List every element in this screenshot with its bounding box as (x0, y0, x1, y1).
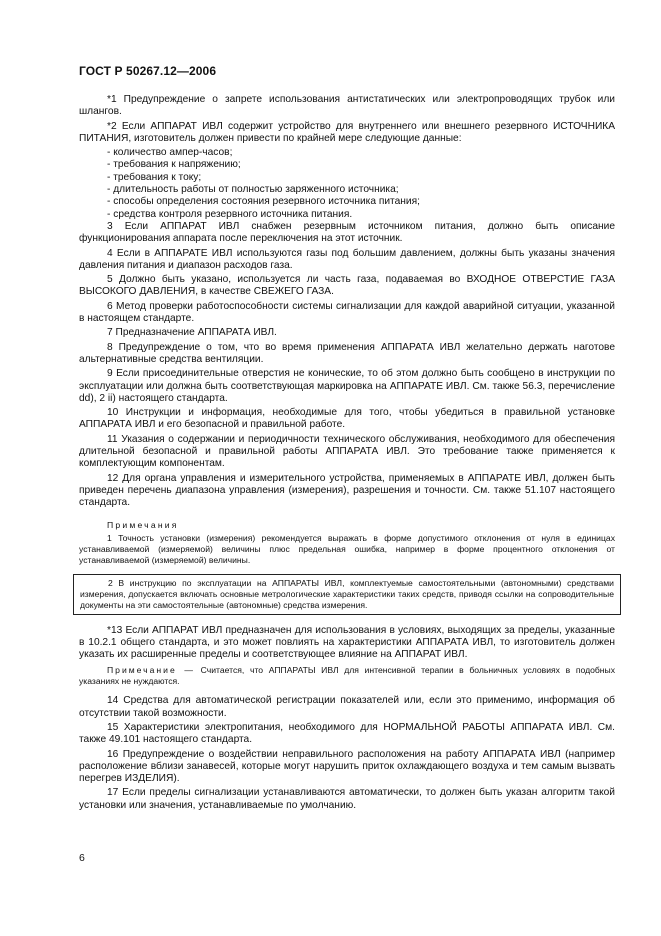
document-body (79, 94, 615, 814)
document-header: ГОСТ Р 50267.12—2006 (79, 64, 217, 78)
paragraph-13: *13 Если АППАРАТ ИВЛ предназначен для использования в условиях, выходящих за пределы, указанные в 10.2.1 общего стандарта, и это может повлиять на характеристики АППАРАТА ИВЛ, то изготовитель должен указать их расширенные пределы и соответствующее влияние на АППАРАТ ИВЛ. (79, 624, 615, 661)
paragraph-16: 16 Предупреждение о воздействии неправильного расположения на работу АППАРАТА ИВЛ (например расположение вблизи занавесей, которые могут нарушить приток охлаждающего воздуха и тем самым вызвать перегрев ИЗДЕЛИЯ). (79, 748, 615, 785)
note-1: 1 Точность установки (измерения) рекомендуется выражать в форме допустимого отклонения от нуля в единицах устанавливаемой (измеряемой) величины плюс предельная ошибка, например в форме процентного отклонения от устанавливаемой (измеряемой) величины. (79, 532, 615, 565)
note-2: 2 В инструкцию по эксплуатации на АППАРАТЫ ИВЛ, комплектуемые самостоятельными (автономными) средствами измерения, допускается включать основные метрологические характеристики таких средств, приводя ссылки на сопроводительные документы на эти самостоятельные (автономные) средства измерения. (80, 577, 614, 610)
paragraph-5: 5 Должно быть указано, используется ли часть газа, подаваемая во ВХОДНОЕ ОТВЕРСТИЕ ГАЗА ВЫСОКОГО ДАВЛЕНИЯ, в качестве СВЕЖЕГО ГАЗА. (79, 274, 615, 298)
paragraph-1: *1 Предупреждение о запрете использования антистатических или электропроводящих трубок или шлангов. (79, 94, 615, 118)
paragraph-3: 3 Если АППАРАТ ИВЛ снабжен резервным источником питания, должно быть описание функционирования аппарата после переключения на этот источник. (79, 220, 615, 245)
paragraph-2: *2 Если АППАРАТ ИВЛ содержит устройство для внутреннего или внешнего резервного ИСТОЧНИКА ПИТАНИЯ, изготовитель должен привести по крайней мере следующие данные: (79, 120, 615, 144)
paragraph-8: 8 Предупреждение о том, что во время применения АППАРАТА ИВЛ желательно держать наготове альтернативные средства вентиляции. (79, 341, 615, 365)
paragraph-14: 14 Средства для автоматической регистрации показателей или, если это применимо, информация об отсутствии такой возможности. (79, 695, 615, 719)
notes-heading: Примечания (107, 519, 179, 530)
list-item: - способы определения состояния резервного источника питания; (107, 196, 420, 208)
paragraph-17: 17 Если пределы сигнализации устанавливаются автоматически, то должен быть указан алгоритм такой установки или значения, устанавливаемые по умолчанию. (79, 787, 615, 811)
list-item: - требования к напряжению; (107, 159, 241, 171)
paragraph-11: 11 Указания о содержании и периодичности технического обслуживания, необходимого для обеспечения длительной безопасной и правильной работы АППАРАТА ИВЛ. Это требование также применяется к комплектующим компонентам. (79, 433, 615, 470)
paragraph-9: 9 Если присоединительные отверстия не конические, то об этом должно быть сообщено в инструкции по эксплуатации или должна быть соответствующая маркировка на АППАРАТЕ ИВЛ. См. также 56.3, перечисление dd), 2 ii) настоящего стандарта. (79, 368, 615, 404)
paragraph-4: 4 Если в АППАРАТЕ ИВЛ используются газы под большим давлением, должны быть указаны значения давления питания и диапазон расходов газа. (79, 247, 615, 271)
list-item: - требования к току; (107, 171, 202, 183)
paragraph-15: 15 Характеристики электропитания, необходимого для НОРМАЛЬНОЙ РАБОТЫ АППАРАТА ИВЛ. См. также 49.101 настоящего стандарта. (79, 721, 615, 746)
list-item: - средства контроля резервного источника питания. (107, 208, 353, 220)
paragraph-6: 6 Метод проверки работоспособности системы сигнализации для каждой аварийной ситуации, указанной в настоящем стандарте. (79, 300, 615, 325)
paragraph-7: 7 Предназначение АППАРАТА ИВЛ. (107, 327, 277, 339)
note-2-box (73, 574, 621, 615)
paragraph-10: 10 Инструкции и информация, необходимые для того, чтобы убедиться в правильной установке АППАРАТА ИВЛ и его безопасной и правильной работе. (79, 407, 615, 431)
list-item: - количество ампер-часов; (107, 147, 233, 159)
paragraph-12: 12 Для органа управления и измерительного устройства, применяемых в АППАРАТЕ ИВЛ, должен быть приведен перечень диапазона управления (измерения), разрешения и точности. См. также 51.107 настоящего стандарта. (79, 472, 615, 509)
note-3-text: Считается, что АППАРАТЫ ИВЛ для интенсивной терапии в больничных условиях в подобных указаниях не нуждаются. (79, 665, 616, 687)
list-item: - длительность работы от полностью заряженного источника; (107, 184, 399, 196)
note-3-label: Примечание — (107, 665, 195, 676)
page-number: 6 (79, 852, 85, 864)
note-3 (79, 665, 615, 687)
